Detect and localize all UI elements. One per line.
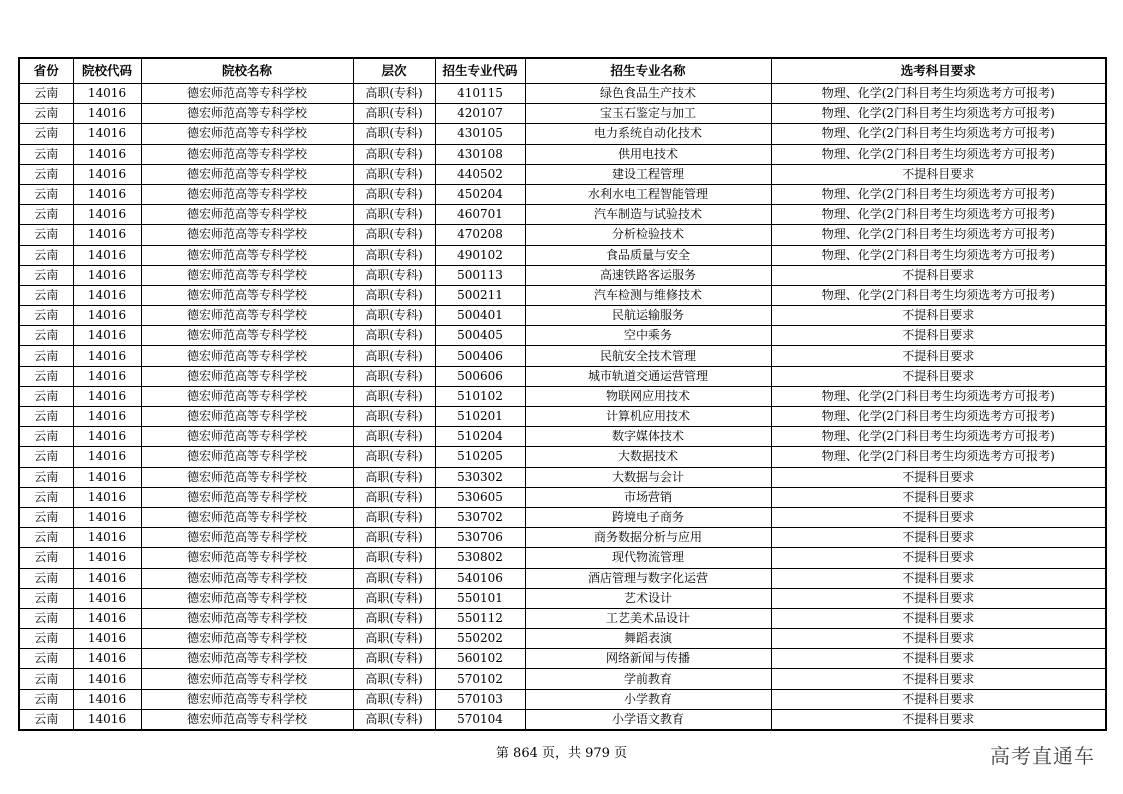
cell-level: 高职(专科) bbox=[353, 326, 435, 346]
cell-school-code: 14016 bbox=[73, 346, 141, 366]
table-row bbox=[19, 608, 1106, 628]
cell-major-name: 汽车制造与试验技术 bbox=[525, 205, 771, 225]
cell-province: 云南 bbox=[19, 366, 73, 386]
cell-level: 高职(专科) bbox=[353, 649, 435, 669]
cell-major-name: 空中乘务 bbox=[525, 326, 771, 346]
cell-level: 高职(专科) bbox=[353, 346, 435, 366]
cell-school-code: 14016 bbox=[73, 104, 141, 124]
cell-school-code: 14016 bbox=[73, 144, 141, 164]
cell-province: 云南 bbox=[19, 326, 73, 346]
table-row bbox=[19, 104, 1106, 124]
header-school-name: 院校名称 bbox=[141, 58, 353, 84]
cell-major-name: 电力系统自动化技术 bbox=[525, 124, 771, 144]
cell-level: 高职(专科) bbox=[353, 104, 435, 124]
cell-subject-requirement: 不提科目要求 bbox=[771, 669, 1106, 689]
cell-major-name: 分析检验技术 bbox=[525, 225, 771, 245]
table-row bbox=[19, 407, 1106, 427]
cell-province: 云南 bbox=[19, 709, 73, 730]
cell-province: 云南 bbox=[19, 608, 73, 628]
header-level: 层次 bbox=[353, 58, 435, 84]
cell-school-code: 14016 bbox=[73, 709, 141, 730]
cell-subject-requirement: 物理、化学(2门科目考生均须选考方可报考) bbox=[771, 124, 1106, 144]
cell-school-code: 14016 bbox=[73, 265, 141, 285]
cell-province: 云南 bbox=[19, 629, 73, 649]
cell-major-name: 数字媒体技术 bbox=[525, 427, 771, 447]
cell-school-name: 德宏师范高等专科学校 bbox=[141, 709, 353, 730]
cell-subject-requirement: 物理、化学(2门科目考生均须选考方可报考) bbox=[771, 245, 1106, 265]
cell-major-code: 540106 bbox=[435, 568, 525, 588]
header-major-name: 招生专业名称 bbox=[525, 58, 771, 84]
cell-major-code: 510102 bbox=[435, 386, 525, 406]
cell-level: 高职(专科) bbox=[353, 669, 435, 689]
cell-major-name: 小学语文教育 bbox=[525, 709, 771, 730]
cell-major-code: 530702 bbox=[435, 507, 525, 527]
cell-level: 高职(专科) bbox=[353, 306, 435, 326]
cell-school-code: 14016 bbox=[73, 164, 141, 184]
cell-subject-requirement: 物理、化学(2门科目考生均须选考方可报考) bbox=[771, 184, 1106, 204]
cell-subject-requirement: 不提科目要求 bbox=[771, 507, 1106, 527]
table-row bbox=[19, 386, 1106, 406]
cell-school-name: 德宏师范高等专科学校 bbox=[141, 608, 353, 628]
cell-subject-requirement: 不提科目要求 bbox=[771, 467, 1106, 487]
cell-major-code: 510204 bbox=[435, 427, 525, 447]
cell-school-name: 德宏师范高等专科学校 bbox=[141, 629, 353, 649]
cell-major-code: 550112 bbox=[435, 608, 525, 628]
cell-major-code: 550202 bbox=[435, 629, 525, 649]
cell-school-code: 14016 bbox=[73, 386, 141, 406]
cell-major-name: 城市轨道交通运营管理 bbox=[525, 366, 771, 386]
header-province: 省份 bbox=[19, 58, 73, 84]
cell-school-code: 14016 bbox=[73, 568, 141, 588]
cell-school-code: 14016 bbox=[73, 366, 141, 386]
cell-province: 云南 bbox=[19, 487, 73, 507]
cell-major-code: 530706 bbox=[435, 528, 525, 548]
cell-major-code: 500406 bbox=[435, 346, 525, 366]
cell-subject-requirement: 不提科目要求 bbox=[771, 548, 1106, 568]
table-row bbox=[19, 285, 1106, 305]
table-row bbox=[19, 124, 1106, 144]
cell-province: 云南 bbox=[19, 346, 73, 366]
cell-school-code: 14016 bbox=[73, 447, 141, 467]
cell-school-name: 德宏师范高等专科学校 bbox=[141, 124, 353, 144]
table-row bbox=[19, 629, 1106, 649]
cell-level: 高职(专科) bbox=[353, 447, 435, 467]
cell-school-name: 德宏师范高等专科学校 bbox=[141, 84, 353, 104]
cell-major-name: 酒店管理与数字化运营 bbox=[525, 568, 771, 588]
cell-level: 高职(专科) bbox=[353, 184, 435, 204]
cell-level: 高职(专科) bbox=[353, 205, 435, 225]
cell-school-code: 14016 bbox=[73, 245, 141, 265]
table-row bbox=[19, 225, 1106, 245]
cell-school-name: 德宏师范高等专科学校 bbox=[141, 245, 353, 265]
table-row bbox=[19, 467, 1106, 487]
cell-major-code: 510205 bbox=[435, 447, 525, 467]
cell-level: 高职(专科) bbox=[353, 588, 435, 608]
cell-major-code: 460701 bbox=[435, 205, 525, 225]
cell-province: 云南 bbox=[19, 689, 73, 709]
cell-major-code: 450204 bbox=[435, 184, 525, 204]
cell-level: 高职(专科) bbox=[353, 124, 435, 144]
cell-major-name: 商务数据分析与应用 bbox=[525, 528, 771, 548]
cell-major-name: 大数据技术 bbox=[525, 447, 771, 467]
cell-school-code: 14016 bbox=[73, 548, 141, 568]
cell-school-code: 14016 bbox=[73, 306, 141, 326]
cell-province: 云南 bbox=[19, 265, 73, 285]
cell-school-name: 德宏师范高等专科学校 bbox=[141, 306, 353, 326]
cell-province: 云南 bbox=[19, 225, 73, 245]
cell-subject-requirement: 物理、化学(2门科目考生均须选考方可报考) bbox=[771, 407, 1106, 427]
table-row bbox=[19, 326, 1106, 346]
cell-major-code: 410115 bbox=[435, 84, 525, 104]
cell-province: 云南 bbox=[19, 245, 73, 265]
table-row bbox=[19, 164, 1106, 184]
cell-major-code: 530605 bbox=[435, 487, 525, 507]
cell-subject-requirement: 物理、化学(2门科目考生均须选考方可报考) bbox=[771, 427, 1106, 447]
cell-level: 高职(专科) bbox=[353, 528, 435, 548]
cell-school-code: 14016 bbox=[73, 184, 141, 204]
cell-level: 高职(专科) bbox=[353, 548, 435, 568]
cell-school-name: 德宏师范高等专科学校 bbox=[141, 205, 353, 225]
cell-school-name: 德宏师范高等专科学校 bbox=[141, 265, 353, 285]
cell-school-code: 14016 bbox=[73, 326, 141, 346]
cell-major-name: 计算机应用技术 bbox=[525, 407, 771, 427]
cell-level: 高职(专科) bbox=[353, 507, 435, 527]
cell-school-code: 14016 bbox=[73, 649, 141, 669]
cell-school-name: 德宏师范高等专科学校 bbox=[141, 164, 353, 184]
cell-major-name: 食品质量与安全 bbox=[525, 245, 771, 265]
cell-level: 高职(专科) bbox=[353, 487, 435, 507]
cell-level: 高职(专科) bbox=[353, 245, 435, 265]
cell-subject-requirement: 不提科目要求 bbox=[771, 709, 1106, 730]
cell-province: 云南 bbox=[19, 588, 73, 608]
header-major-code: 招生专业代码 bbox=[435, 58, 525, 84]
cell-subject-requirement: 不提科目要求 bbox=[771, 306, 1106, 326]
cell-school-code: 14016 bbox=[73, 507, 141, 527]
cell-level: 高职(专科) bbox=[353, 467, 435, 487]
table-row bbox=[19, 447, 1106, 467]
cell-school-name: 德宏师范高等专科学校 bbox=[141, 366, 353, 386]
cell-province: 云南 bbox=[19, 649, 73, 669]
cell-subject-requirement: 不提科目要求 bbox=[771, 487, 1106, 507]
cell-school-name: 德宏师范高等专科学校 bbox=[141, 649, 353, 669]
cell-level: 高职(专科) bbox=[353, 164, 435, 184]
table-row bbox=[19, 346, 1106, 366]
cell-subject-requirement: 不提科目要求 bbox=[771, 649, 1106, 669]
cell-major-name: 水利水电工程智能管理 bbox=[525, 184, 771, 204]
table-row bbox=[19, 184, 1106, 204]
table-row bbox=[19, 669, 1106, 689]
cell-subject-requirement: 物理、化学(2门科目考生均须选考方可报考) bbox=[771, 104, 1106, 124]
cell-subject-requirement: 不提科目要求 bbox=[771, 326, 1106, 346]
cell-school-code: 14016 bbox=[73, 487, 141, 507]
cell-major-name: 高速铁路客运服务 bbox=[525, 265, 771, 285]
cell-major-name: 舞蹈表演 bbox=[525, 629, 771, 649]
cell-school-name: 德宏师范高等专科学校 bbox=[141, 407, 353, 427]
cell-level: 高职(专科) bbox=[353, 709, 435, 730]
cell-school-name: 德宏师范高等专科学校 bbox=[141, 568, 353, 588]
cell-province: 云南 bbox=[19, 427, 73, 447]
table-row bbox=[19, 487, 1106, 507]
cell-major-name: 现代物流管理 bbox=[525, 548, 771, 568]
cell-province: 云南 bbox=[19, 306, 73, 326]
cell-major-code: 560102 bbox=[435, 649, 525, 669]
cell-subject-requirement: 物理、化学(2门科目考生均须选考方可报考) bbox=[771, 84, 1106, 104]
cell-subject-requirement: 不提科目要求 bbox=[771, 265, 1106, 285]
cell-level: 高职(专科) bbox=[353, 144, 435, 164]
cell-school-name: 德宏师范高等专科学校 bbox=[141, 326, 353, 346]
header-school-code: 院校代码 bbox=[73, 58, 141, 84]
cell-subject-requirement: 不提科目要求 bbox=[771, 608, 1106, 628]
cell-school-code: 14016 bbox=[73, 427, 141, 447]
cell-province: 云南 bbox=[19, 528, 73, 548]
cell-subject-requirement: 物理、化学(2门科目考生均须选考方可报考) bbox=[771, 144, 1106, 164]
cell-school-name: 德宏师范高等专科学校 bbox=[141, 225, 353, 245]
cell-major-name: 宝玉石鉴定与加工 bbox=[525, 104, 771, 124]
cell-major-code: 430108 bbox=[435, 144, 525, 164]
cell-school-code: 14016 bbox=[73, 467, 141, 487]
cell-province: 云南 bbox=[19, 144, 73, 164]
cell-province: 云南 bbox=[19, 669, 73, 689]
cell-major-code: 500113 bbox=[435, 265, 525, 285]
cell-province: 云南 bbox=[19, 467, 73, 487]
cell-major-code: 530302 bbox=[435, 467, 525, 487]
table-row bbox=[19, 568, 1106, 588]
cell-major-code: 530802 bbox=[435, 548, 525, 568]
cell-major-code: 490102 bbox=[435, 245, 525, 265]
cell-school-code: 14016 bbox=[73, 225, 141, 245]
cell-school-name: 德宏师范高等专科学校 bbox=[141, 144, 353, 164]
cell-school-code: 14016 bbox=[73, 205, 141, 225]
cell-subject-requirement: 不提科目要求 bbox=[771, 568, 1106, 588]
cell-major-name: 供用电技术 bbox=[525, 144, 771, 164]
cell-major-code: 570102 bbox=[435, 669, 525, 689]
cell-school-code: 14016 bbox=[73, 608, 141, 628]
cell-school-name: 德宏师范高等专科学校 bbox=[141, 467, 353, 487]
cell-major-name: 市场营销 bbox=[525, 487, 771, 507]
cell-major-code: 500211 bbox=[435, 285, 525, 305]
cell-major-name: 物联网应用技术 bbox=[525, 386, 771, 406]
cell-major-name: 艺术设计 bbox=[525, 588, 771, 608]
cell-subject-requirement: 不提科目要求 bbox=[771, 346, 1106, 366]
table-row bbox=[19, 689, 1106, 709]
table-row bbox=[19, 427, 1106, 447]
cell-major-code: 500405 bbox=[435, 326, 525, 346]
cell-level: 高职(专科) bbox=[353, 689, 435, 709]
cell-level: 高职(专科) bbox=[353, 427, 435, 447]
cell-school-name: 德宏师范高等专科学校 bbox=[141, 346, 353, 366]
cell-province: 云南 bbox=[19, 407, 73, 427]
cell-major-name: 学前教育 bbox=[525, 669, 771, 689]
cell-level: 高职(专科) bbox=[353, 225, 435, 245]
table-row bbox=[19, 245, 1106, 265]
cell-province: 云南 bbox=[19, 568, 73, 588]
cell-school-code: 14016 bbox=[73, 689, 141, 709]
table-row bbox=[19, 144, 1106, 164]
cell-school-name: 德宏师范高等专科学校 bbox=[141, 528, 353, 548]
cell-school-code: 14016 bbox=[73, 407, 141, 427]
cell-level: 高职(专科) bbox=[353, 366, 435, 386]
cell-level: 高职(专科) bbox=[353, 285, 435, 305]
cell-subject-requirement: 不提科目要求 bbox=[771, 366, 1106, 386]
cell-province: 云南 bbox=[19, 84, 73, 104]
table-row bbox=[19, 649, 1106, 669]
table-row bbox=[19, 84, 1106, 104]
cell-school-name: 德宏师范高等专科学校 bbox=[141, 548, 353, 568]
cell-major-name: 大数据与会计 bbox=[525, 467, 771, 487]
watermark-logo: 高考直通车 bbox=[990, 744, 1095, 768]
table-row bbox=[19, 366, 1106, 386]
cell-subject-requirement: 物理、化学(2门科目考生均须选考方可报考) bbox=[771, 285, 1106, 305]
table-row bbox=[19, 306, 1106, 326]
cell-major-code: 420107 bbox=[435, 104, 525, 124]
cell-major-code: 470208 bbox=[435, 225, 525, 245]
table-row bbox=[19, 588, 1106, 608]
cell-subject-requirement: 物理、化学(2门科目考生均须选考方可报考) bbox=[771, 225, 1106, 245]
page-number: 第 864 页，共 979 页 bbox=[495, 746, 628, 761]
cell-school-name: 德宏师范高等专科学校 bbox=[141, 507, 353, 527]
cell-subject-requirement: 不提科目要求 bbox=[771, 689, 1106, 709]
cell-major-name: 民航安全技术管理 bbox=[525, 346, 771, 366]
cell-major-code: 510201 bbox=[435, 407, 525, 427]
cell-major-code: 570103 bbox=[435, 689, 525, 709]
cell-subject-requirement: 不提科目要求 bbox=[771, 528, 1106, 548]
cell-school-code: 14016 bbox=[73, 84, 141, 104]
table-row bbox=[19, 528, 1106, 548]
cell-province: 云南 bbox=[19, 104, 73, 124]
cell-province: 云南 bbox=[19, 447, 73, 467]
cell-major-name: 汽车检测与维修技术 bbox=[525, 285, 771, 305]
cell-major-code: 430105 bbox=[435, 124, 525, 144]
cell-major-code: 440502 bbox=[435, 164, 525, 184]
cell-major-name: 绿色食品生产技术 bbox=[525, 84, 771, 104]
cell-level: 高职(专科) bbox=[353, 265, 435, 285]
cell-school-name: 德宏师范高等专科学校 bbox=[141, 447, 353, 467]
cell-major-name: 跨境电子商务 bbox=[525, 507, 771, 527]
cell-major-name: 网络新闻与传播 bbox=[525, 649, 771, 669]
table-row bbox=[19, 205, 1106, 225]
table-row bbox=[19, 265, 1106, 285]
cell-level: 高职(专科) bbox=[353, 386, 435, 406]
cell-level: 高职(专科) bbox=[353, 84, 435, 104]
cell-subject-requirement: 不提科目要求 bbox=[771, 164, 1106, 184]
cell-major-code: 500401 bbox=[435, 306, 525, 326]
cell-province: 云南 bbox=[19, 184, 73, 204]
cell-school-name: 德宏师范高等专科学校 bbox=[141, 689, 353, 709]
cell-major-name: 小学教育 bbox=[525, 689, 771, 709]
cell-major-name: 建设工程管理 bbox=[525, 164, 771, 184]
cell-province: 云南 bbox=[19, 386, 73, 406]
cell-school-code: 14016 bbox=[73, 588, 141, 608]
cell-subject-requirement: 物理、化学(2门科目考生均须选考方可报考) bbox=[771, 447, 1106, 467]
cell-level: 高职(专科) bbox=[353, 608, 435, 628]
header-subject-requirement: 选考科目要求 bbox=[771, 58, 1106, 84]
cell-school-code: 14016 bbox=[73, 669, 141, 689]
table-row bbox=[19, 709, 1106, 730]
cell-province: 云南 bbox=[19, 205, 73, 225]
cell-level: 高职(专科) bbox=[353, 407, 435, 427]
cell-school-code: 14016 bbox=[73, 528, 141, 548]
cell-subject-requirement: 不提科目要求 bbox=[771, 588, 1106, 608]
cell-major-name: 工艺美术品设计 bbox=[525, 608, 771, 628]
cell-province: 云南 bbox=[19, 548, 73, 568]
table-row bbox=[19, 548, 1106, 568]
cell-school-code: 14016 bbox=[73, 285, 141, 305]
cell-level: 高职(专科) bbox=[353, 568, 435, 588]
cell-major-name: 民航运输服务 bbox=[525, 306, 771, 326]
cell-level: 高职(专科) bbox=[353, 629, 435, 649]
cell-subject-requirement: 不提科目要求 bbox=[771, 629, 1106, 649]
table-header-row bbox=[19, 58, 1106, 84]
cell-province: 云南 bbox=[19, 164, 73, 184]
cell-school-code: 14016 bbox=[73, 629, 141, 649]
cell-school-name: 德宏师范高等专科学校 bbox=[141, 386, 353, 406]
cell-subject-requirement: 物理、化学(2门科目考生均须选考方可报考) bbox=[771, 205, 1106, 225]
cell-major-code: 500606 bbox=[435, 366, 525, 386]
cell-school-code: 14016 bbox=[73, 124, 141, 144]
cell-school-name: 德宏师范高等专科学校 bbox=[141, 427, 353, 447]
cell-school-name: 德宏师范高等专科学校 bbox=[141, 588, 353, 608]
cell-school-name: 德宏师范高等专科学校 bbox=[141, 184, 353, 204]
cell-school-name: 德宏师范高等专科学校 bbox=[141, 104, 353, 124]
table-row bbox=[19, 507, 1106, 527]
cell-major-code: 550101 bbox=[435, 588, 525, 608]
cell-major-code: 570104 bbox=[435, 709, 525, 730]
cell-province: 云南 bbox=[19, 507, 73, 527]
cell-province: 云南 bbox=[19, 285, 73, 305]
cell-subject-requirement: 物理、化学(2门科目考生均须选考方可报考) bbox=[771, 386, 1106, 406]
cell-school-name: 德宏师范高等专科学校 bbox=[141, 487, 353, 507]
cell-school-name: 德宏师范高等专科学校 bbox=[141, 669, 353, 689]
admissions-table bbox=[18, 57, 1107, 731]
cell-school-name: 德宏师范高等专科学校 bbox=[141, 285, 353, 305]
cell-province: 云南 bbox=[19, 124, 73, 144]
